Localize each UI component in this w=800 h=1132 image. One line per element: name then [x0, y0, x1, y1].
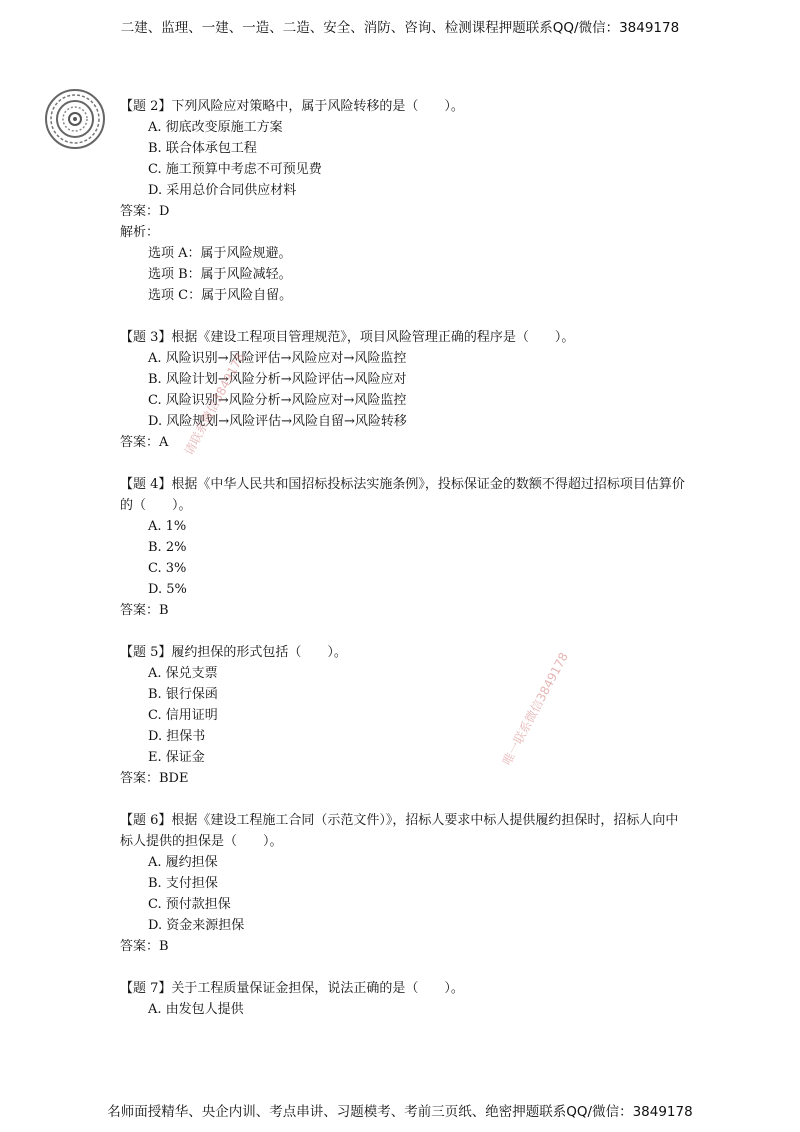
option-b: B. 2%: [148, 540, 187, 555]
question-list: [120, 96, 690, 1041]
option-a: A. 1%: [148, 519, 187, 534]
explanation-line: 选项 C：属于风险自留。: [148, 288, 293, 303]
question-title: 【题 3】根据《建设工程项目管理规范》，项目风险管理正确的程序是（ ）。: [120, 330, 575, 345]
option-a: A. 彻底改变原施工方案: [148, 120, 283, 135]
option-b: B. 联合体承包工程: [148, 141, 257, 156]
question-title: 【题 6】根据《建设工程施工合同（示范文件）》，招标人要求中标人提供履约担保时，招标人向中标人提供的担保是（ ）。: [120, 813, 679, 849]
option-d: D. 资金来源担保: [148, 918, 245, 933]
option-e: E. 保证金: [148, 750, 205, 765]
question-5: [120, 642, 690, 789]
answer: 答案：B: [120, 939, 169, 954]
option-a: A. 保兑支票: [148, 666, 218, 681]
option-b: B. 支付担保: [148, 876, 218, 891]
page-footer: 名师面授精华、央企内训、考点串讲、习题模考、考前三页纸、绝密押题联系QQ/微信：3849178: [107, 1104, 693, 1120]
option-c: C. 施工预算中考虑不可预见费: [148, 162, 322, 177]
option-c: C. 预付款担保: [148, 897, 231, 912]
option-d: D. 采用总价合同供应材料: [148, 183, 297, 198]
option-b: B. 风险计划→风险分析→风险评估→风险应对: [148, 372, 407, 387]
explanation-line: 选项 A：属于风险规避。: [148, 246, 292, 261]
option-c: C. 3%: [148, 561, 187, 576]
answer: 答案：BDE: [120, 771, 189, 786]
option-d: D. 5%: [148, 582, 187, 597]
option-d: D. 担保书: [148, 729, 206, 744]
option-d: D. 风险规划→风险评估→风险自留→风险转移: [148, 414, 407, 429]
page-header: 二建、监理、一建、一造、二造、安全、消防、咨询、检测课程押题联系QQ/微信：3849178: [120, 20, 680, 36]
question-2: [120, 96, 690, 306]
question-title: 【题 5】履约担保的形式包括（ ）。: [120, 645, 347, 660]
explanation-line: 选项 B：属于风险减轻。: [148, 267, 292, 282]
answer: 答案：A: [120, 435, 169, 450]
question-6: [120, 810, 690, 957]
answer: 答案：B: [120, 603, 169, 618]
question-7: [120, 978, 690, 1020]
option-c: C. 信用证明: [148, 708, 218, 723]
seal-logo-icon: [44, 88, 106, 150]
option-a: A. 由发包人提供: [148, 1002, 244, 1017]
explanation-label: 解析：: [120, 225, 160, 240]
watermark-text: 唯一联系微信3849178: [499, 650, 572, 768]
option-b: B. 银行保函: [148, 687, 218, 702]
question-title: 【题 2】下列风险应对策略中，属于风险转移的是（ ）。: [120, 99, 464, 114]
option-a: A. 风险识别→风险评估→风险应对→风险监控: [148, 351, 407, 366]
option-c: C. 风险识别→风险分析→风险应对→风险监控: [148, 393, 407, 408]
answer: 答案：D: [120, 204, 170, 219]
question-title: 【题 4】根据《中华人民共和国招标投标法实施条例》，投标保证金的数额不得超过招标项目估算价的（ ）。: [120, 477, 685, 513]
watermark-text: 请联系微信3849178: [181, 350, 248, 458]
question-4: [120, 474, 690, 621]
question-title: 【题 7】关于工程质量保证金担保，说法正确的是（ ）。: [120, 981, 464, 996]
option-a: A. 履约担保: [148, 855, 218, 870]
